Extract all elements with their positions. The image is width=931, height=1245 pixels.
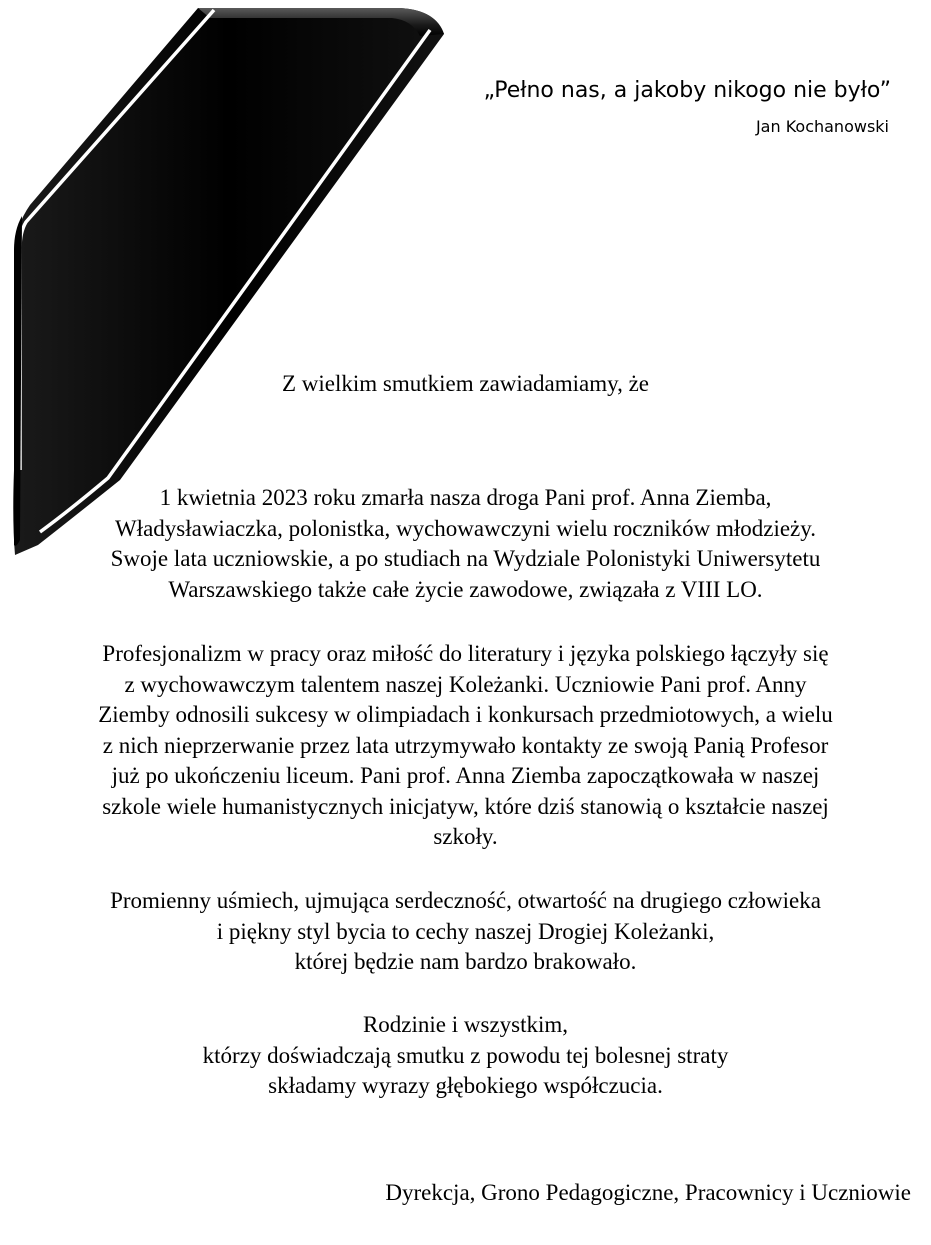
signature: Dyrekcja, Grono Pedagogiczne, Pracownicy i Uczniowie: [385, 1180, 911, 1205]
paragraph-line: z nich nieprzerwanie przez lata utrzymywało kontakty ze swoją Panią Profesor: [102, 732, 829, 758]
paragraph-announcement: [20, 483, 911, 605]
intro-line: Z wielkim smutkiem zawiadamiamy, że: [281, 371, 650, 396]
paragraph-line: Swoje lata uczniowskie, a po studiach na Wydziale Polonistyki Uniwersytetu: [110, 546, 821, 571]
paragraph-line: szkoły.: [433, 824, 498, 849]
paragraph-line: Władysławiaczka, polonistka, wychowawczyni wielu roczników młodzieży.: [114, 515, 817, 541]
paragraph-line: Promienny uśmiech, ujmująca serdeczność, otwartość na drugiego człowieka: [110, 888, 821, 913]
paragraph-line: Warszawskiego także całe życie zawodowe, związała z VIII LO.: [168, 576, 763, 602]
paragraph-line: którzy doświadczają smutku z powodu tej bolesnej straty: [202, 1042, 729, 1068]
quote-text: „Pełno nas, a jakoby nikogo nie było”: [483, 78, 891, 103]
paragraph-line: szkole wiele humanistycznych inicjatyw, które dziś stanowią o kształcie naszej: [102, 793, 829, 819]
quote-author: Jan Kochanowski: [755, 117, 889, 136]
mourning-ribbon-icon: [0, 0, 460, 560]
paragraph-line: Profesjonalizm w pracy oraz miłość do literatury i języka polskiego łączyły się: [102, 641, 829, 666]
paragraph-line: Ziemby odnosili sukcesy w olimpiadach i konkursach przedmiotowych, a wielu: [98, 702, 833, 727]
paragraph-line: Rodzinie i wszystkim,: [362, 1012, 569, 1037]
paragraph-condolences: [20, 1010, 911, 1102]
paragraph-character: [20, 886, 911, 978]
paragraph-professionalism: [16, 639, 915, 853]
paragraph-line: i piękny styl bycia to cechy naszej Drogiej Koleżanki,: [216, 918, 715, 944]
paragraph-line: składamy wyrazy głębokiego współczucia.: [268, 1073, 663, 1098]
paragraph-line: 1 kwietnia 2023 roku zmarła nasza droga Pani prof. Anna Ziemba,: [159, 485, 772, 510]
paragraph-line: z wychowawczym talentem naszej Koleżanki. Uczniowie Pani prof. Anny: [124, 671, 807, 697]
paragraph-line: już po ukończeniu liceum. Pani prof. Anna Ziemba zapoczątkowała w naszej: [111, 763, 820, 788]
paragraph-line: której będzie nam bardzo brakowało.: [294, 949, 637, 974]
